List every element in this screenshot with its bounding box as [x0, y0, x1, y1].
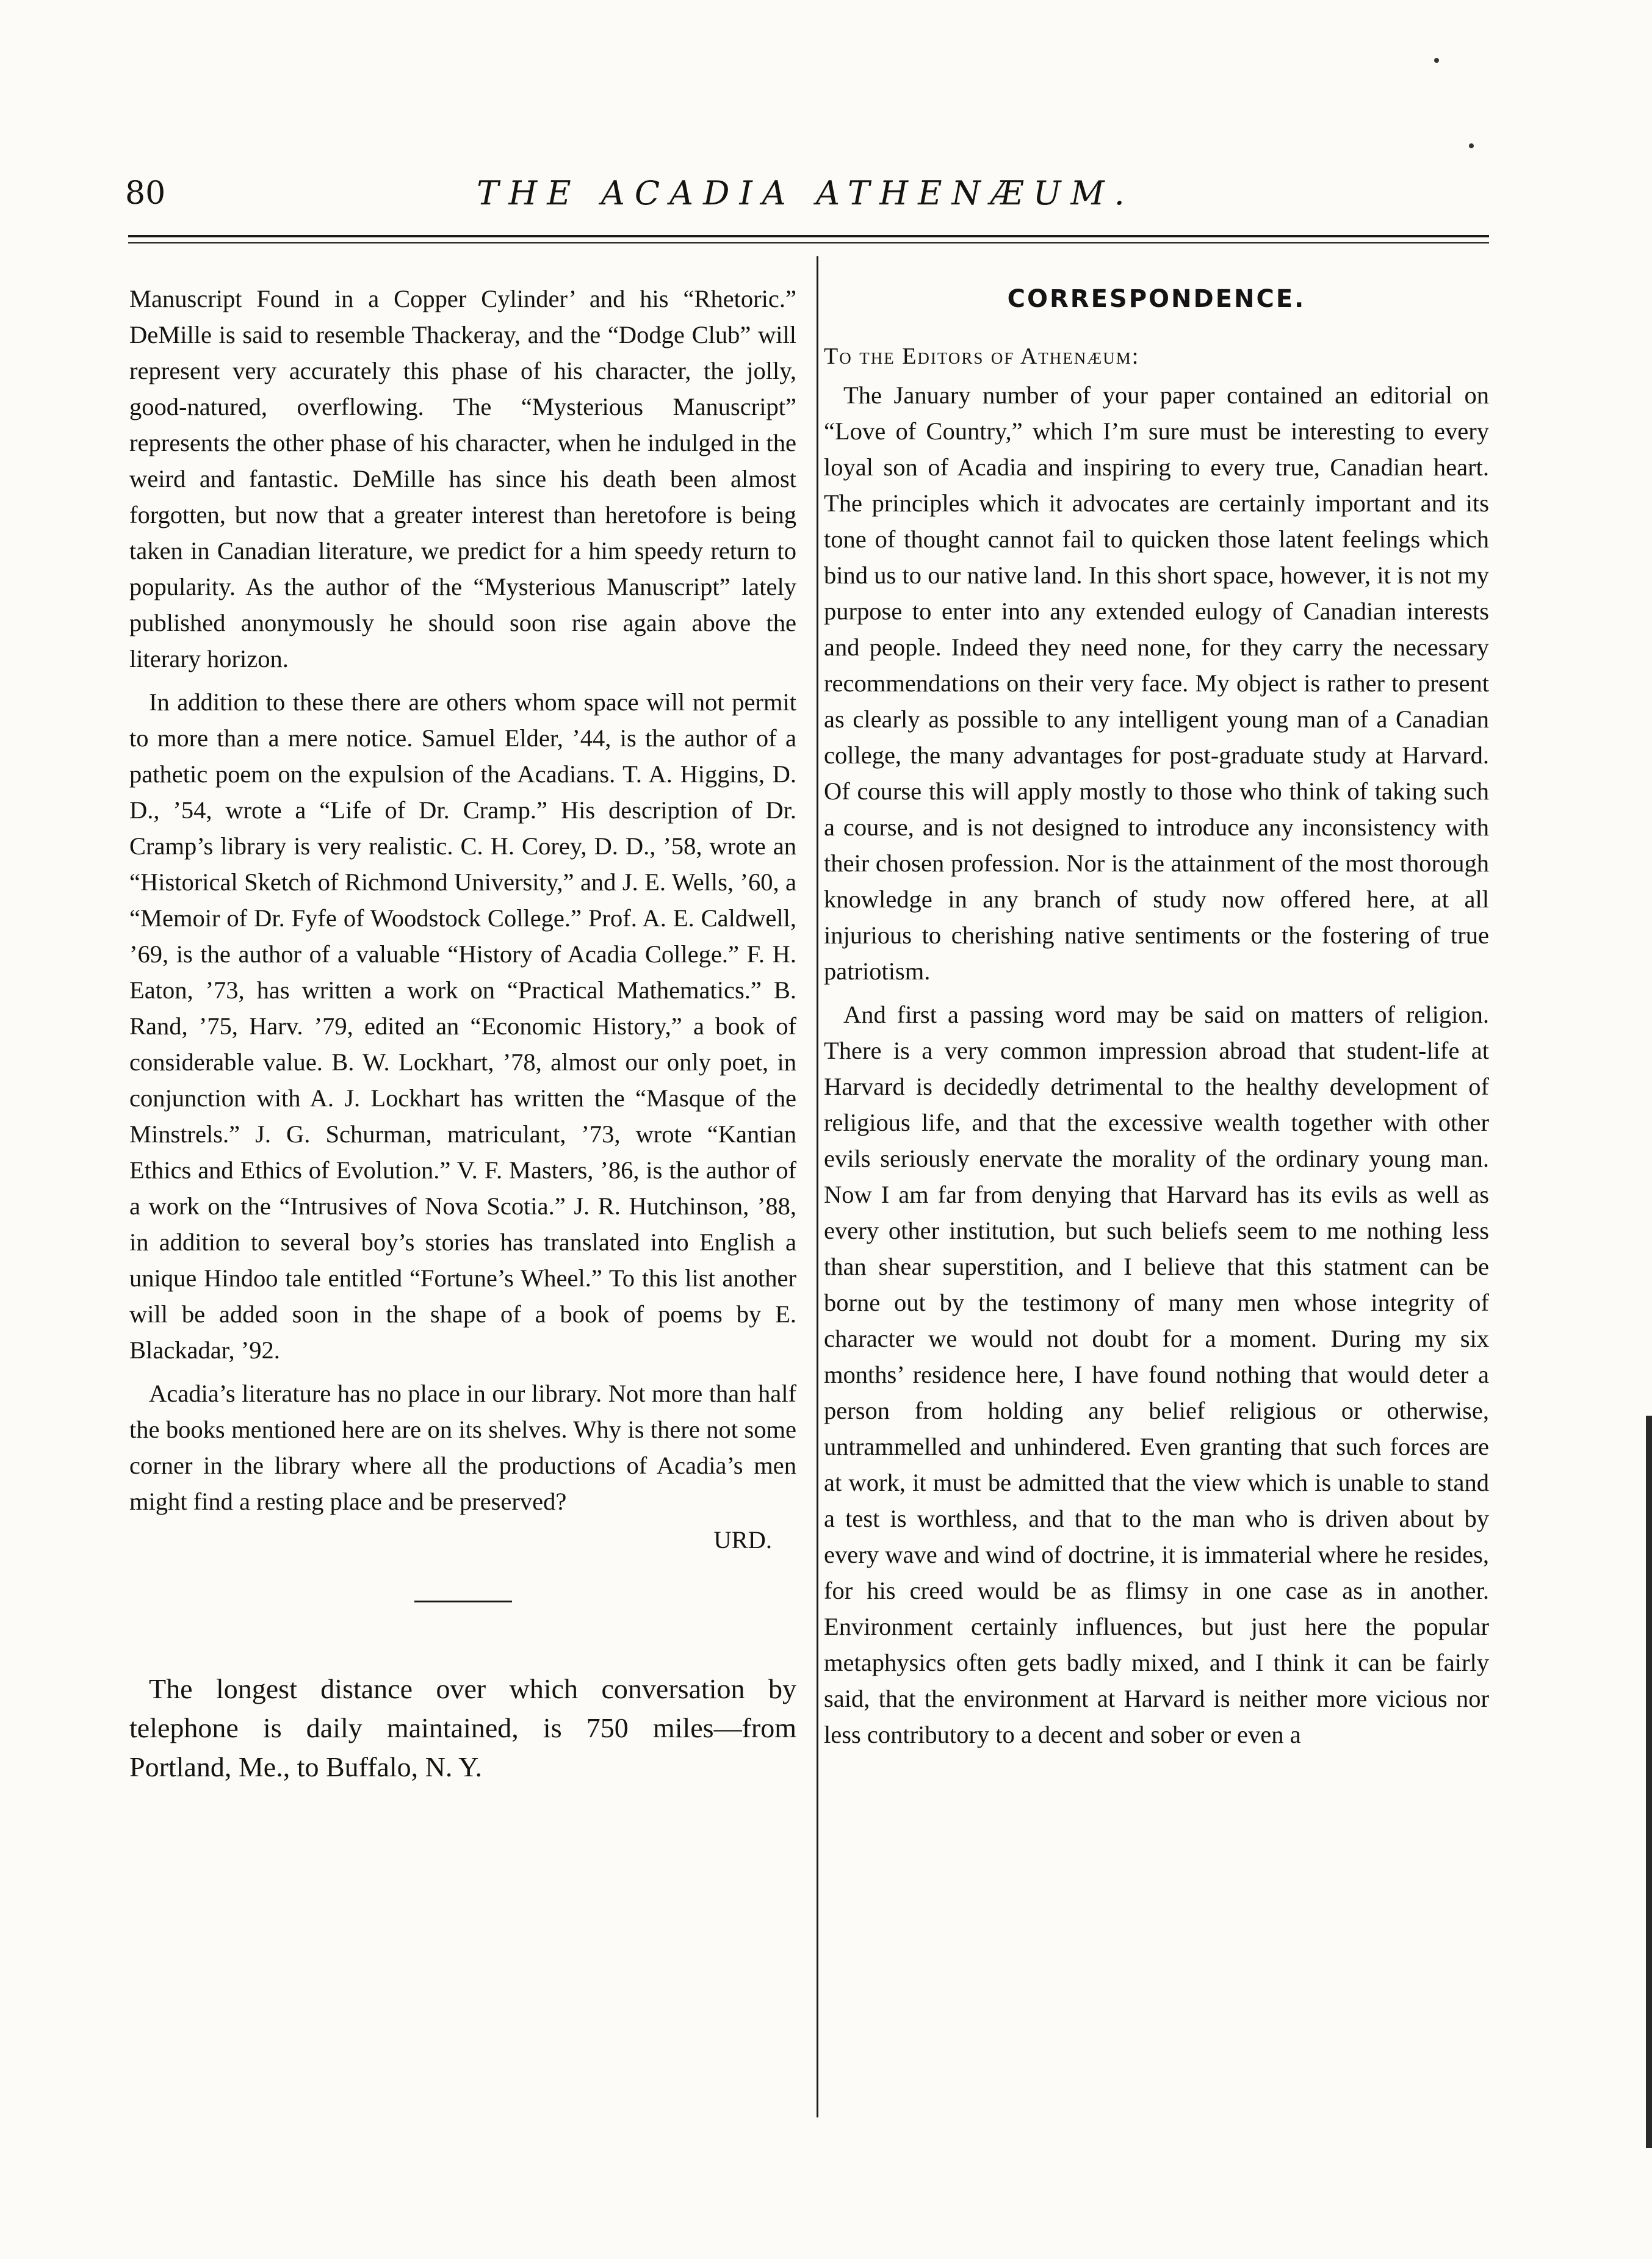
telephone-fact: The longest distance over which conversation by telephone is daily maintained, is 750 miles—from Portland, Me., to Buffalo, N. Y.: [129, 1673, 796, 1782]
column-divider: [817, 256, 818, 2117]
scan-speck: [1434, 58, 1439, 63]
right-paragraph-2: And first a passing word may be said on matters of religion. There is a very common impression abroad that student-life at Harvard is decidedly detrimental to the healthy development of religious life, and that the excessive wealth together with other evils seriously enervate the morality of the ordinary young man. Now I am far from denying that Harvard has its evils as well as every other institution, but such beliefs seem to me nothing less than shear superstition, and I believe that this statment can be borne out by the testimony of many men whose integrity of character we would not doubt for a moment. During my six months’ residence here, I have found nothing that would deter a person from holding any belief religious or otherwise, untrammelled and unhindered. Even granting that such forces are at work, it must be admitted that the view which is unable to stand a test is worthless, and that to the man who is driven about by every wave and wind of doctrine, it is immaterial where he resides, for his creed would be as flimsy in one case as in another. Environment certainly influences, but just here the popular metaphysics often gets badly mixed, and I think it can be fairly said, that the environment at Harvard is neither more vicious nor less contributory to a decent and sober or even a: [824, 1001, 1489, 1748]
left-paragraph-3: Acadia’s literature has no place in our library. Not more than half the books mentioned here are on its shelves. Why is there not some corner in the library where all the productions of Acadia’s men might find a resting place and be preserved?: [129, 1380, 796, 1515]
page-number: 80: [125, 175, 166, 212]
section-rule: [414, 1601, 512, 1602]
page-header: [125, 172, 1486, 215]
article-signature: URD.: [713, 1526, 772, 1554]
left-paragraph-1: Manuscript Found in a Copper Cylinder’ and his “Rhetoric.” DeMille is said to resemble Thackeray, and the “Dodge Club” will represent very accurately this phase of his character, the jolly, good-natured, overflowing. The “Mysterious Manuscript” represents the other phase of his character, when he indulged in the weird and fantastic. DeMille has since his death been almost forgotten, but now that a greater interest than heretofore is being taken in Canadian literature, we predict for a him speedy return to popularity. As the author of the “Mysterious Manuscript” lately published anonymously he should soon rise again above the literary horizon.: [129, 285, 796, 672]
journal-title: THE ACADIA ATHENÆUM.: [477, 174, 1134, 212]
scan-speck: [1469, 143, 1474, 148]
left-paragraph-2: In addition to these there are others whom space will not permit to more than a mere notice. Samuel Elder, ’44, is the author of a pathetic poem on the expulsion of the Acadians. T. A. Higgins, D. D., ’54, wrote a “Life of Dr. Cramp.” His description of Dr. Cramp’s library is very realistic. C. H. Corey, D. D., ’58, wrote an “Historical Sketch of Richmond University,” and J. E. Wells, ’60, a “Memoir of Dr. Fyfe of Woodstock College.” Prof. A. E. Caldwell, ’69, is the author of a valuable “History of Acadia College.” F. H. Eaton, ’73, has written a work on “Practical Mathematics.” B. Rand, ’75, Harv. ’79, edited an “Economic History,” a book of considerable value. B. W. Lockhart, ’78, almost our only poet, in conjunction with A. J. Lockhart has written the “Masque of the Minstrels.” J. G. Schurman, matriculant, ’73, wrote “Kantian Ethics and Ethics of Evolution.” V. F. Masters, ’86, is the author of a work on the “Intrusives of Nova Scotia.” J. R. Hutchinson, ’88, in addition to several boy’s stories has translated into English a unique Hindoo tale entitled “Fortune’s Wheel.” To this list another will be added soon in the shape of a book of poems by E. Blackadar, ’92.: [129, 688, 796, 1364]
scan-edge-mark: [1646, 1416, 1652, 2148]
right-column: [824, 278, 1489, 1760]
letter-salutation: To the Editors of Athenæum:: [824, 344, 1140, 369]
header-rule-thin: [128, 242, 1489, 243]
header-rule: [128, 235, 1489, 237]
left-column: [129, 281, 796, 1794]
right-paragraph-1: The January number of your paper contained an editorial on “Love of Country,” which I’m sure must be interesting to every loyal son of Acadia and inspiring to every true, Canadian heart. The principles which it advocates are certainly important and its tone of thought cannot fail to quicken those latent feelings which bind us to our native land. In this short space, however, it is not my purpose to enter into any extended eulogy of Canadian interests and people. Indeed they need none, for they carry the necessary recommendations on their very face. My object is rather to present as clearly as possible to any intelligent young man of a Canadian college, the many advantages for post-graduate study at Harvard. Of course this will apply mostly to those who think of taking such a course, and is not designed to introduce any inconsistency with their chosen profession. Nor is the attainment of the most thorough knowledge in any branch of study now offered here, at all injurious to cherishing native sentiments or the fostering of true patriotism.: [824, 381, 1489, 985]
correspondence-heading: CORRESPONDENCE.: [1007, 285, 1306, 313]
